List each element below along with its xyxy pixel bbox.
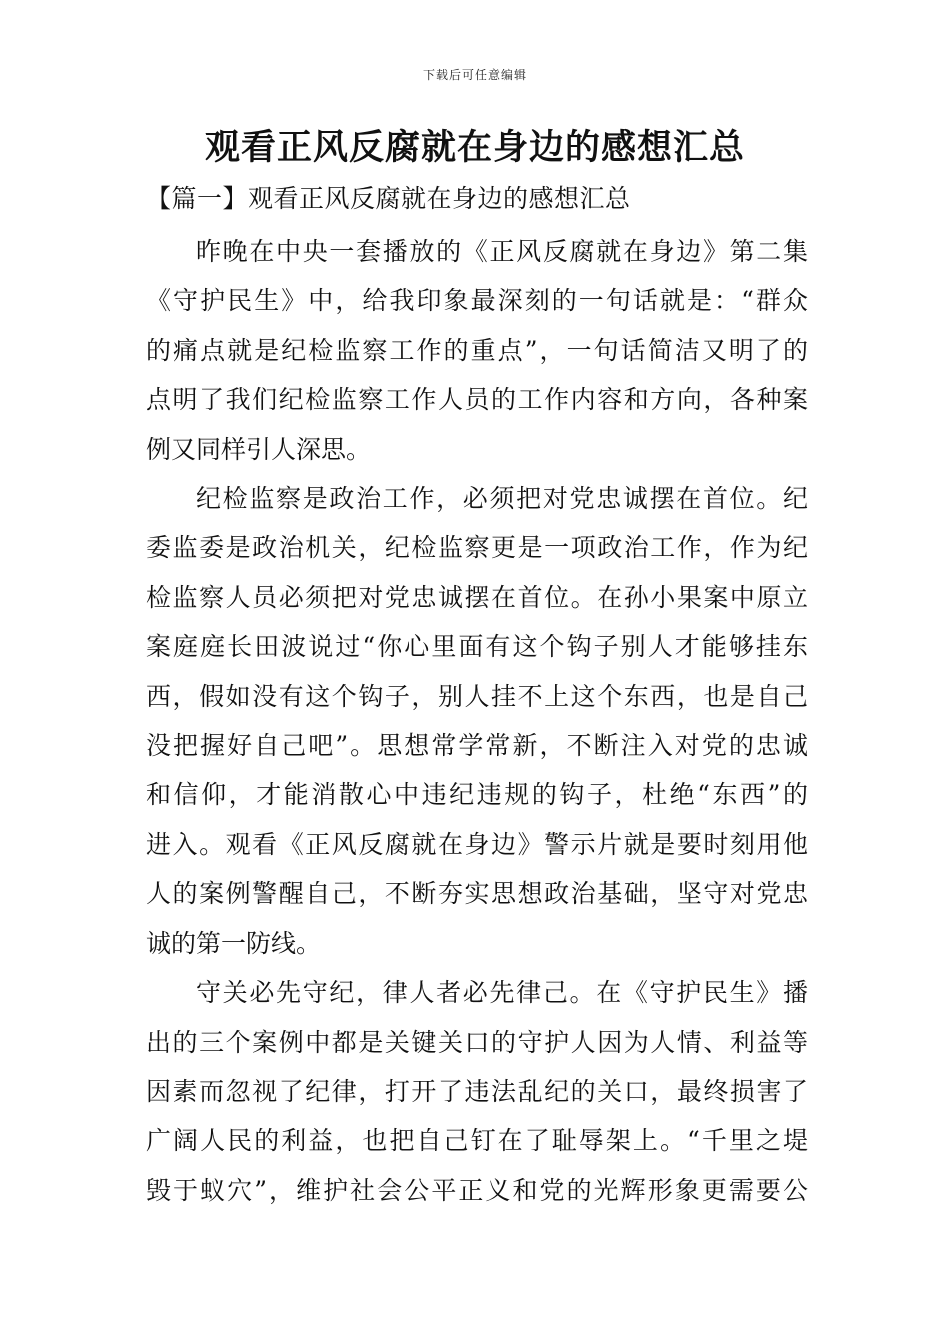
- paragraph-line: 人的案例警醒自己，不断夯实思想政治基础，坚守对党忠: [146, 879, 808, 909]
- paragraph-line: 西，假如没有这个钩子，别人挂不上这个东西，也是自己: [146, 681, 808, 711]
- paragraph-line: 例又同样引人深思。: [146, 434, 372, 464]
- paragraph-1: [146, 227, 808, 474]
- paragraph-line: 出的三个案例中都是关键关口的守护人因为人情、利益等: [146, 1027, 808, 1057]
- paragraph-line: 没把握好自己吧”。思想常学常新，不断注入对党的忠诚: [146, 731, 808, 761]
- paragraph-line: 检监察人员必须把对党忠诚摆在首位。在孙小果案中原立: [146, 582, 808, 612]
- paragraph-line: 进入。观看《正风反腐就在身边》警示片就是要时刻用他: [146, 829, 808, 859]
- paragraph-line: 因素而忽视了纪律，打开了违法乱纪的关口，最终损害了: [146, 1076, 808, 1106]
- document-body: [146, 227, 808, 1215]
- paragraph-line: 案庭庭长田波说过“你心里面有这个钩子别人才能够挂东: [146, 632, 808, 662]
- paragraph-line: 和信仰，才能消散心中违纪违规的钩子，杜绝“东西”的: [146, 780, 808, 810]
- header-note: 下载后可任意编辑: [422, 68, 527, 82]
- paragraph-line: 毁于蚁穴”，维护社会公平正义和党的光辉形象更需要公: [146, 1175, 808, 1205]
- paragraph-line: 广阔人民的利益，也把自己钉在了耻辱架上。“千里之堤: [146, 1126, 808, 1156]
- paragraph-2: [146, 474, 808, 968]
- paragraph-line: 委监委是政治机关，纪检监察更是一项政治工作，作为纪: [146, 533, 808, 563]
- document-title: 观看正风反腐就在身边的感想汇总: [204, 128, 745, 168]
- paragraph-3: [146, 968, 808, 1215]
- section-heading: 【篇一】观看正风反腐就在身边的感想汇总: [146, 184, 631, 213]
- paragraph-line: 的痛点就是纪检监察工作的重点”，一句话简洁又明了的: [146, 335, 808, 365]
- paragraph-line: 点明了我们纪检监察工作人员的工作内容和方向，各种案: [146, 385, 808, 415]
- paragraph-line: 昨晚在中央一套播放的《正风反腐就在身边》第二集: [196, 237, 808, 266]
- paragraph-line: 诚的第一防线。: [146, 928, 322, 958]
- paragraph-line: 纪检监察是政治工作，必须把对党忠诚摆在首位。纪: [196, 484, 808, 514]
- paragraph-line: 《守护民生》中，给我印象最深刻的一句话就是：“群众: [146, 286, 808, 316]
- paragraph-line: 守关必先守纪，律人者必先律己。在《守护民生》播: [196, 978, 808, 1008]
